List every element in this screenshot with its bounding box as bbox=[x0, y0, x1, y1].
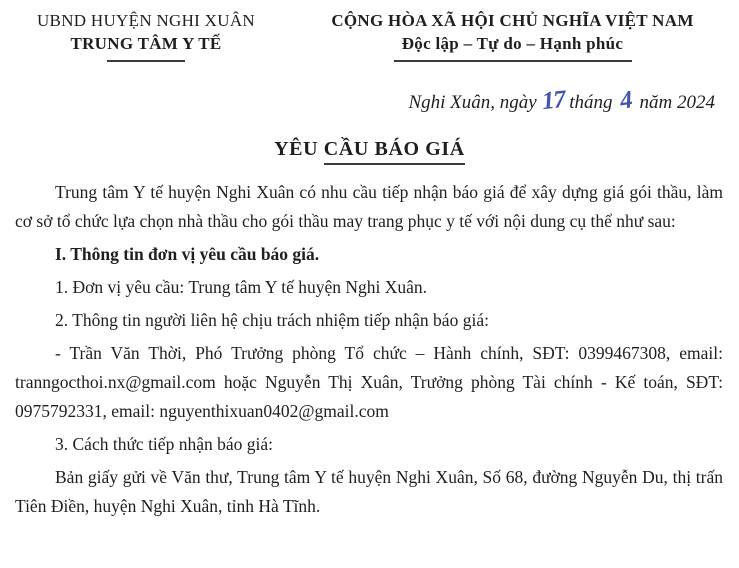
org-parent-name: UBND HUYỆN NGHI XUÂN bbox=[36, 11, 255, 30]
national-title: CỘNG HÒA XÃ HỘI CHỦ NGHĨA VIỆT NAM bbox=[331, 11, 694, 30]
handwritten-month: 4 bbox=[618, 86, 634, 115]
motto-underline bbox=[394, 60, 632, 62]
paragraph-intro: Trung tâm Y tế huyện Nghi Xuân có nhu cầu tiếp nhận báo giá để xây dựng giá gói thầu, làm cơ sở tổ chức lựa chọn nhà thầu cho gói thầu may trang phục y tế với nội dung cụ thể như sau: bbox=[15, 182, 723, 231]
national-motto-block bbox=[292, 10, 739, 62]
document-title bbox=[0, 138, 739, 161]
handwritten-day: 17 bbox=[541, 85, 567, 116]
item-receiving-method-heading: 3. Cách thức tiếp nhận báo giá: bbox=[55, 434, 273, 454]
document-header bbox=[0, 0, 739, 62]
national-motto: Độc lập – Tự do – Hạnh phúc bbox=[401, 34, 624, 53]
issuing-org-block bbox=[0, 10, 292, 62]
title-lead: YÊU bbox=[274, 138, 319, 160]
item-receiving-address: Bản giấy gửi về Văn thư, Trung tâm Y tế huyện Nghi Xuân, Số 68, đường Nguyễn Du, thị trấn Tiên Điền, huyện Nghi Xuân, tỉnh Hà Tĩnh. bbox=[15, 467, 723, 516]
dateline-suffix: năm 2024 bbox=[639, 92, 715, 113]
dateline bbox=[0, 85, 739, 116]
item-contact-heading: 2. Thông tin người liên hệ chịu trách nhiệm tiếp nhận báo giá: bbox=[55, 310, 489, 330]
org-underline bbox=[107, 60, 185, 62]
document-body bbox=[0, 178, 739, 521]
dateline-mid: tháng bbox=[569, 92, 613, 113]
dateline-prefix: Nghi Xuân, ngày bbox=[408, 92, 537, 113]
section-heading-1: I. Thông tin đơn vị yêu cầu báo giá. bbox=[55, 244, 320, 264]
org-name: TRUNG TÂM Y TẾ bbox=[70, 34, 222, 53]
item-requesting-unit: 1. Đơn vị yêu cầu: Trung tâm Y tế huyện Nghi Xuân. bbox=[55, 277, 428, 297]
item-contact-details: - Trần Văn Thời, Phó Trưởng phòng Tổ chức – Hành chính, SĐT: 0399467308, email: tranngocthoi.nx@gmail.com hoặc Nguyễn Thị Xuân, Trưởng phòng Tài chính - Kế toán, SĐT: 0975792331, email: nguyenthixuan0402@gmail.com bbox=[15, 343, 723, 421]
title-underlined: CẦU BÁO GIÁ bbox=[324, 138, 465, 165]
